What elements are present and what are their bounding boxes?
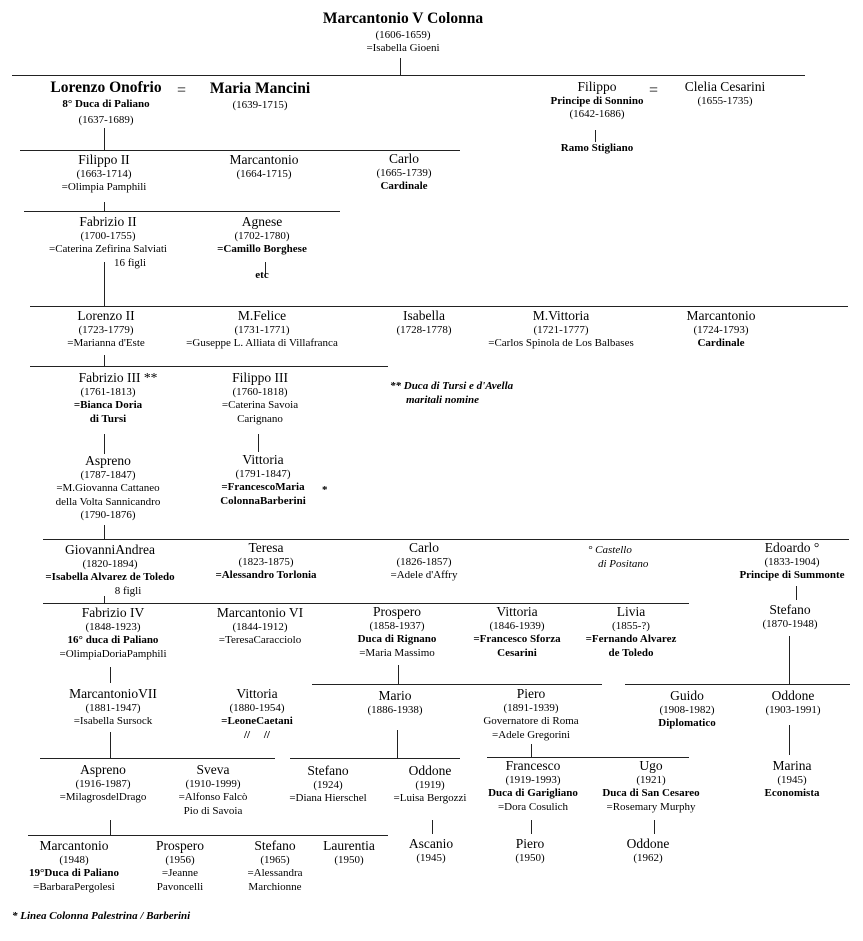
person-name: Filippo <box>577 79 617 94</box>
person-dates: (1820-1894) <box>82 558 138 571</box>
person-spouse: =LeoneCaetani <box>221 715 293 728</box>
person-dates: (1924) <box>313 779 343 792</box>
person-dates: (1833-1904) <box>764 556 820 569</box>
person-dates: (1921) <box>636 774 666 787</box>
person-m-vittoria <box>488 308 634 351</box>
person-name: Carlo <box>409 540 439 555</box>
person-name: Piero <box>515 836 545 851</box>
person-spouse: =Adele Gregorini <box>492 728 570 741</box>
person-name: Marcantonio V Colonna <box>322 10 484 27</box>
person-dates: (1823-1875) <box>238 556 294 569</box>
person-name: Marina <box>772 758 812 773</box>
person-name: Guido <box>670 688 704 703</box>
person-dates: (1728-1778) <box>396 324 452 337</box>
person-dates: (1655-1735) <box>697 95 753 108</box>
person-spouse: =TeresaCaracciolo <box>218 634 302 647</box>
children-count: 8 figli <box>114 584 142 597</box>
person-title: Diplomatico <box>658 717 716 730</box>
person-dates: (1723-1779) <box>78 324 134 337</box>
connector-line <box>531 820 532 834</box>
person-spouse: =Isabella Alvarez de Toledo <box>45 571 175 584</box>
person-spouse: =Diana Hierschel <box>289 792 367 805</box>
person-dates: (1948) <box>59 854 89 867</box>
person-name: M.Felice <box>237 308 287 323</box>
note-line: ** Duca di Tursi e d'Avella <box>390 380 514 392</box>
person-spouse: =Camillo Borghese <box>217 243 307 256</box>
connector-line <box>789 725 790 755</box>
person-spouse: =Isabella Sursock <box>73 715 153 728</box>
person-spouse: =OlimpiaDoriaPamphili <box>59 647 167 660</box>
connector-line <box>104 355 105 366</box>
person-dates: (1844-1912) <box>232 621 288 634</box>
person-vittoria-1880 <box>221 686 293 742</box>
person-vittoria-1846 <box>473 604 560 660</box>
person-dates: (1919-1993) <box>505 774 561 787</box>
connector-line <box>104 434 105 454</box>
connector-line <box>400 58 401 75</box>
generation-line-1 <box>12 75 805 76</box>
person-title: Principe di Summonte <box>739 569 845 582</box>
person-name: Mario <box>378 688 412 703</box>
person-marcantonio-1948 <box>29 838 119 894</box>
person-clelia-cesarini <box>685 79 766 108</box>
person-name: MarcantonioVII <box>69 686 157 701</box>
generation-line-3 <box>24 211 340 212</box>
person-spouse: =Alessandro Torlonia <box>215 569 317 582</box>
person-maria-mancini <box>210 80 310 112</box>
person-name: Fabrizio IV <box>81 605 145 620</box>
person-name: Clelia Cesarini <box>684 79 766 94</box>
person-dates: (1702-1780) <box>234 230 290 243</box>
person-name: Ascanio <box>408 836 454 851</box>
connector-line <box>104 202 105 211</box>
generation-line-9 <box>40 758 275 759</box>
person-spouse: =Alfonso Falcò <box>178 791 248 804</box>
person-dates: (1606-1659) <box>375 28 431 41</box>
person-filippo <box>551 79 644 155</box>
person-stefano-1924 <box>289 763 366 806</box>
person-spouse-cont: Pio di Savoia <box>183 804 243 817</box>
person-dates: (1848-1923) <box>85 621 141 634</box>
person-spouse: =Rosemary Murphy <box>606 800 696 813</box>
person-name: Sveva <box>196 762 230 777</box>
person-dates: (1962) <box>633 852 663 865</box>
person-title: 19°Duca di Paliano <box>29 867 119 880</box>
person-name: Francesco <box>505 758 561 773</box>
person-dates: (1891-1939) <box>503 702 559 715</box>
connector-line <box>531 744 532 757</box>
person-spouse: =Bianca Doria <box>73 399 143 412</box>
generation-line-10 <box>28 835 388 836</box>
person-spouse: =Francesco Sforza <box>473 633 561 646</box>
person-name: Aspreno <box>85 453 131 468</box>
person-marcantonio-vi <box>217 605 303 648</box>
person-dates: (1826-1857) <box>396 556 452 569</box>
person-spouse: =Carlos Spinola de Los Balbases <box>488 337 634 350</box>
person-spouse: =Fernando Alvarez <box>585 633 677 646</box>
generation-line-4 <box>30 306 848 307</box>
person-francesco-1919 <box>488 758 578 814</box>
person-fabrizio-iii <box>73 370 158 426</box>
person-oddone-1903 <box>766 688 821 717</box>
person-carlo-1665 <box>377 151 432 194</box>
connector-line <box>104 525 105 540</box>
person-dates: (1870-1948) <box>762 618 818 631</box>
person-name: Stefano <box>254 838 296 853</box>
person-name: Oddone <box>626 836 670 851</box>
person-marcantonio-1664 <box>230 152 299 181</box>
person-name: Aspreno <box>80 762 126 777</box>
person-marcantonio-1724 <box>687 308 756 351</box>
person-title: Principe di Sonnino <box>550 95 644 108</box>
person-name: Marcantonio <box>686 308 756 323</box>
person-name: Vittoria <box>496 604 538 619</box>
person-name: Stefano <box>769 602 811 617</box>
extinct-marks: // // <box>244 728 270 741</box>
person-dates: (1950) <box>515 852 545 865</box>
person-spouse: =M.Giovanna Cattaneo <box>56 482 160 495</box>
person-dates: (1956) <box>165 854 195 867</box>
person-marcantonio-vii <box>69 686 157 729</box>
branch-note: Ramo Stigliano <box>560 141 634 154</box>
person-name: Stefano <box>307 763 349 778</box>
person-isabella <box>397 308 452 337</box>
connector-line <box>397 730 398 758</box>
person-marcantonio-v <box>323 10 483 55</box>
person-dates: (1787-1847) <box>80 469 136 482</box>
person-spouse-cont: Cesarini <box>497 646 537 659</box>
person-sveva <box>179 762 248 818</box>
person-name: Lorenzo Onofrio <box>50 79 162 96</box>
person-spouse: =Olimpia Pamphili <box>61 181 147 194</box>
person-name: Prospero <box>156 838 204 853</box>
connector-line <box>398 665 399 685</box>
person-spouse-cont: della Volta Sannicandro <box>55 495 161 508</box>
person-dates: (1950) <box>334 854 364 867</box>
person-stefano-1870 <box>763 602 818 631</box>
person-title: 8° Duca di Paliano <box>62 97 150 110</box>
person-giovanniandrea <box>45 542 174 598</box>
person-dates: (1664-1715) <box>236 168 292 181</box>
connector-line <box>432 820 433 834</box>
person-name: Livia <box>616 604 646 619</box>
person-name: Oddone <box>408 763 452 778</box>
person-name: Carlo <box>389 151 419 166</box>
generation-line-5 <box>30 366 388 367</box>
person-spouse: =MilagrosdelDrago <box>59 791 147 804</box>
person-dates: (1700-1755) <box>80 230 136 243</box>
person-dates: (1665-1739) <box>376 167 432 180</box>
person-name: Filippo III <box>232 370 288 385</box>
connector-line <box>110 820 111 836</box>
person-title: Cardinale <box>697 337 745 350</box>
note-duca-tursi <box>390 380 513 408</box>
person-teresa <box>215 540 316 583</box>
person-ugo <box>602 758 699 814</box>
person-dates: (1791-1847) <box>235 468 291 481</box>
person-spouse: =Maria Massimo <box>359 646 435 659</box>
person-title: 16° duca di Paliano <box>67 634 159 647</box>
person-dates: (1639-1715) <box>232 98 288 111</box>
note-line: ° Castello <box>588 544 632 556</box>
person-fabrizio-ii <box>49 214 167 270</box>
person-ascanio <box>409 836 453 865</box>
note-castello <box>588 544 648 572</box>
note-line: maritali nomine <box>406 393 480 406</box>
person-title: Duca di Garigliano <box>488 787 578 800</box>
person-spouse: =BarbaraPergolesi <box>33 880 115 893</box>
person-name: Teresa <box>248 540 284 555</box>
person-name: Marcantonio VI <box>216 605 304 620</box>
connector-line <box>796 586 797 600</box>
person-spouse: =Caterina Savoia <box>221 399 299 412</box>
generation-line-9b <box>290 758 460 759</box>
person-spouse: =Isabella Gioeni <box>366 41 440 54</box>
person-spouse: =Luisa Bergozzi <box>393 792 467 805</box>
connector-line <box>789 636 790 684</box>
person-oddone-1919 <box>394 763 467 806</box>
person-livia <box>586 604 677 660</box>
palestrina-star: * <box>322 484 328 496</box>
person-spouse-cont: de Toledo <box>608 646 654 659</box>
person-dates: (1761-1813) <box>80 386 136 399</box>
connector-line <box>258 434 259 452</box>
person-dates: (1886-1938) <box>367 704 423 717</box>
person-name: M.Vittoria <box>532 308 590 323</box>
person-stefano-1965 <box>247 838 302 894</box>
person-spouse-cont: di Tursi <box>89 412 127 425</box>
person-dates: (1637-1689) <box>78 113 134 126</box>
person-spouse: =Caterina Zefirina Salviati <box>49 243 167 256</box>
person-aspreno-1916 <box>60 762 147 805</box>
person-name: Oddone <box>771 688 815 703</box>
person-title: Cardinale <box>380 180 428 193</box>
person-name: Laurentia <box>323 838 375 853</box>
person-dates: (1919) <box>415 779 445 792</box>
person-spouse: =Guseppe L. Alliata di Villafranca <box>186 337 338 350</box>
person-carlo-1826 <box>391 540 458 583</box>
person-agnese <box>217 214 307 282</box>
person-name: Vittoria <box>236 686 278 701</box>
person-dates: (1903-1991) <box>765 704 821 717</box>
person-dates: (1908-1982) <box>659 704 715 717</box>
connector-line <box>654 820 655 834</box>
person-lorenzo-ii <box>67 308 145 351</box>
person-fabrizio-iv <box>59 605 166 661</box>
person-dates: (1965) <box>260 854 290 867</box>
person-name: Lorenzo II <box>77 308 135 323</box>
person-dates: (1724-1793) <box>693 324 749 337</box>
person-dates: (1858-1937) <box>369 620 425 633</box>
person-piero-1891 <box>483 686 578 742</box>
person-dates: (1721-1777) <box>533 324 589 337</box>
person-name: Ugo <box>639 758 663 773</box>
person-edoardo <box>739 540 844 583</box>
person-oddone-1962 <box>627 836 670 865</box>
person-filippo-ii <box>62 152 147 195</box>
person-guido <box>658 688 715 731</box>
person-filippo-iii <box>222 370 298 426</box>
person-aspreno-1787 <box>56 453 161 522</box>
person-dates: (1731-1771) <box>234 324 290 337</box>
generation-line-8b <box>625 684 850 685</box>
person-spouse: =Dora Cosulich <box>497 800 569 813</box>
note-line: di Positano <box>598 557 649 570</box>
person-piero-1950 <box>515 836 544 865</box>
spouse-dates: (1790-1876) <box>80 508 136 521</box>
person-name: Fabrizio III ** <box>78 370 158 385</box>
person-title: Duca di Rignano <box>357 633 437 646</box>
person-dates: (1855-?) <box>612 620 650 633</box>
connector-line <box>110 732 111 758</box>
person-marina <box>765 758 820 801</box>
person-dates: (1760-1818) <box>232 386 288 399</box>
person-spouse: =Alessandra <box>247 867 303 880</box>
person-spouse-cont: Carignano <box>237 412 283 425</box>
person-spouse: =Marianna d'Este <box>67 337 145 350</box>
person-mario <box>368 688 423 717</box>
marriage-symbol: = <box>177 82 187 99</box>
person-dates: (1880-1954) <box>229 702 285 715</box>
connector-line <box>110 667 111 683</box>
person-name: Agnese <box>241 214 283 229</box>
person-name: Isabella <box>403 308 445 323</box>
person-dates: (1881-1947) <box>85 702 141 715</box>
person-spouse: =FrancescoMaria <box>221 481 305 494</box>
person-name: Piero <box>516 686 546 701</box>
children-count: 16 figli <box>113 256 147 269</box>
person-spouse: =Jeanne <box>161 867 199 880</box>
person-name: Prospero <box>372 604 421 619</box>
person-vittoria-1791 <box>220 452 306 508</box>
person-spouse-cont: Marchionne <box>248 880 302 893</box>
person-name: Maria Mancini <box>209 80 311 97</box>
person-dates: (1916-1987) <box>75 778 131 791</box>
connector-line <box>104 128 105 150</box>
person-name: Vittoria <box>242 452 284 467</box>
person-office: Governatore di Roma <box>483 715 579 728</box>
generation-line-8 <box>312 684 602 685</box>
person-prospero-1858 <box>358 604 437 660</box>
person-title: Duca di San Cesareo <box>602 787 700 800</box>
person-spouse: =Adele d'Affry <box>390 569 458 582</box>
person-name: Marcantonio <box>229 152 299 167</box>
etc-note: etc <box>255 268 269 281</box>
person-lorenzo-onofrio <box>50 79 161 127</box>
person-name: Filippo II <box>78 152 130 167</box>
person-spouse-cont: ColonnaBarberini <box>220 494 306 507</box>
person-laurentia <box>323 838 375 867</box>
person-dates: (1663-1714) <box>76 168 132 181</box>
person-name: Edoardo ° <box>764 540 820 555</box>
marriage-symbol: = <box>649 82 659 99</box>
person-dates: (1642-1686) <box>569 108 625 121</box>
person-name: GiovanniAndrea <box>65 542 155 557</box>
person-m-felice <box>186 308 338 351</box>
person-dates: (1945) <box>777 774 807 787</box>
person-title: Economista <box>764 787 820 800</box>
person-dates: (1910-1999) <box>185 778 241 791</box>
footer-note: * Linea Colonna Palestrina / Barberini <box>12 910 191 922</box>
person-dates: (1945) <box>416 852 446 865</box>
person-prospero-1956 <box>156 838 204 894</box>
person-name: Marcantonio <box>39 838 109 853</box>
person-dates: (1846-1939) <box>489 620 545 633</box>
person-spouse-cont: Pavoncelli <box>156 880 204 893</box>
person-name: Fabrizio II <box>79 214 137 229</box>
